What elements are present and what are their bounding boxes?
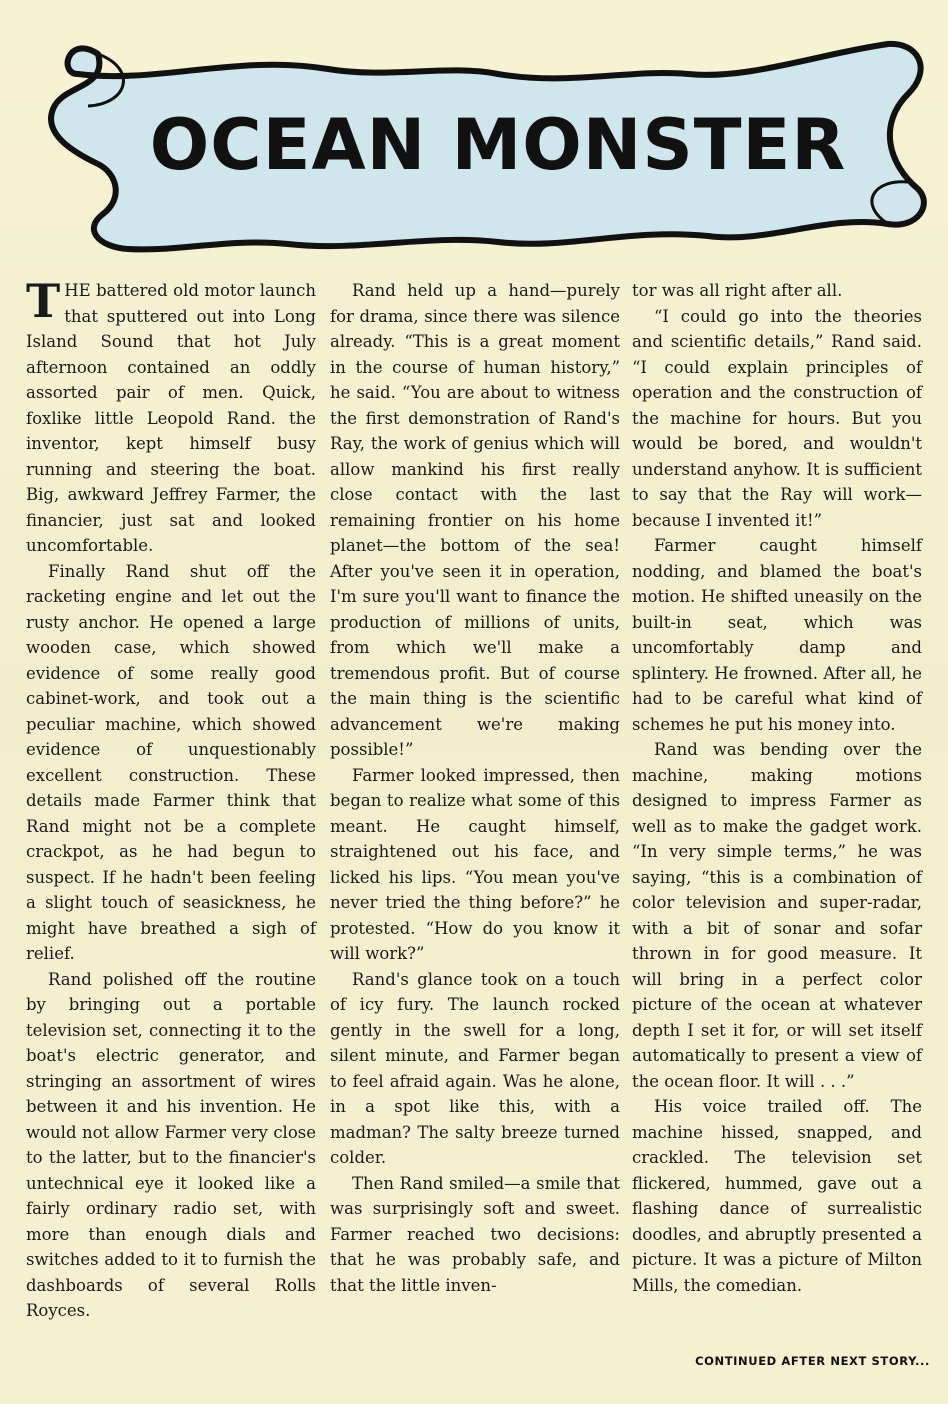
paragraph: His voice trailed off. The machine hissed, snapped, and crackled. The television set flickered, hummed, gave out a flashing dance of surrealistic doodles, and abruptly presented a picture. It was a picture of Milton Mills, the comedian.: [632, 1097, 922, 1295]
paragraph-text: HE battered old motor launch that sputtered out into Long Island Sound that hot July afternoon contained an oddly assorted pair of men. Quick, foxlike little Leopold Rand. the inventor, kept himself busy running and steering the boat. Big, awkward Jeffrey Farmer, the financier, just sat and looked uncomfortable.: [26, 281, 316, 555]
paragraph: Finally Rand shut off the racketing engine and let out the rusty anchor. He opened a large wooden case, which showed evidence of some really good cabinet-work, and took out a peculiar machine, which showed evidence of unquestionably excellent construction. These details made Farmer think that Rand might not be a complete crackpot, as he had begun to suspect. If he hadn't been feeling a slight touch of seasickness, he might have breathed a sigh of relief.: [26, 561, 316, 963]
column-1: [26, 274, 316, 1324]
paragraph: Farmer caught himself nodding, and blamed the boat's motion. He shifted uneasily on the built-in seat, which was uncomfortably damp and splintery. He frowned. After all, he had to be careful what kind of schemes he put his money into.: [632, 536, 922, 734]
column-3: [632, 278, 922, 1298]
title-banner: [28, 14, 938, 276]
story-title: OCEAN MONSTER: [149, 104, 847, 186]
continued-notice: CONTINUED AFTER NEXT STORY...: [695, 1354, 930, 1368]
paragraph: Rand was bending over the machine, making motions designed to impress Farmer as well as to make the gadget work. “In very simple terms,” he was saying, “this is a combination of color television and super-radar, with a bit of sonar and sofar thrown in for good measure. It will bring in a perfect color picture of the ocean at whatever depth I set it for, or will set itself automatically to present a view of the ocean floor. It will . . .”: [632, 740, 922, 1091]
paragraph: Farmer looked impressed, then began to realize what some of this meant. He caught himself, straightened out his face, and licked his lips. “You mean you've never tried the thing before?” he protested. “How do you know it will work?”: [330, 765, 620, 963]
paragraph: “I could go into the theories and scientific details,” Rand said. “I could explain principles of operation and the construction of the machine for hours. But you would be bored, and wouldn't understand anyhow. It is sufficient to say that the Ray will work—because I invented it!”: [632, 306, 922, 530]
column-2: [330, 278, 620, 1298]
paragraph: Rand's glance took on a touch of icy fury. The launch rocked gently in the swell for a long, silent minute, and Farmer began to feel afraid again. Was he alone, in a spot like this, with a madman? The salty breeze turned colder.: [330, 969, 620, 1167]
paragraph: Rand polished off the routine by bringing out a portable television set, connecting it to the boat's electric generator, and stringing an assortment of wires between it and his invention. He would not allow Farmer very close to the latter, but to the financier's untechnical eye it looked like a fairly ordinary radio set, with more than enough dials and switches added to it to furnish the dashboards of several Rolls Royces.: [26, 969, 316, 1320]
paragraph: [26, 274, 316, 559]
paragraph: Rand held up a hand—purely for drama, since there was silence already. “This is a great moment in the course of human history,” he said. “You are about to witness the first demonstration of Rand's Ray, the work of genius which will allow mankind his first really close contact with the last remaining frontier on his home planet—the bottom of the sea! After you've seen it in operation, I'm sure you'll want to finance the production of millions of units, from which we'll make a tremendous profit. But of course the main thing is the scientific advancement we're making possible!”: [330, 281, 620, 759]
drop-cap: T: [26, 274, 61, 328]
paragraph: Then Rand smiled—a smile that was surprisingly soft and sweet. Farmer reached two decisions: that he was probably safe, and that the little inven-: [330, 1173, 620, 1295]
story-columns: [26, 274, 924, 1358]
paragraph: tor was all right after all.: [632, 281, 843, 300]
